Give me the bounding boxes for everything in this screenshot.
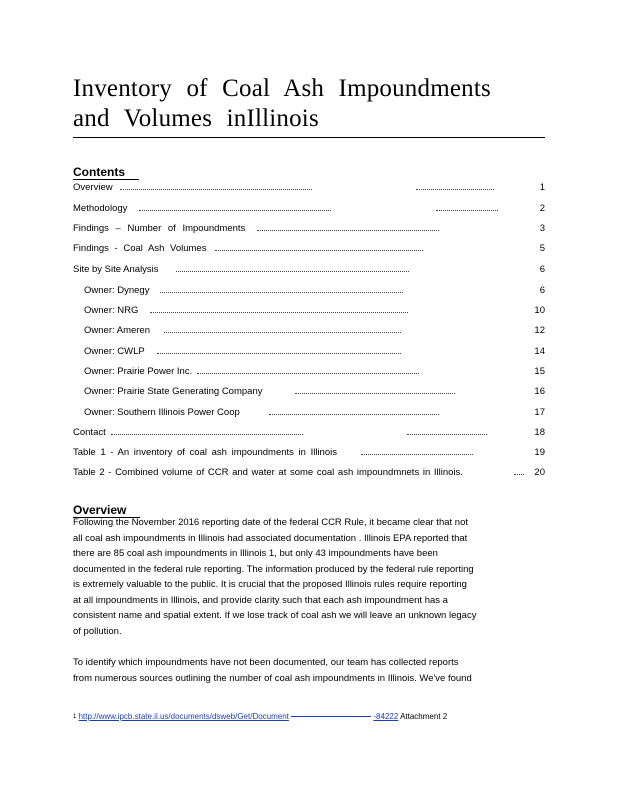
toc-label: Owner: Ameren [84, 325, 150, 336]
toc-leader [150, 312, 408, 313]
toc-label: Owner: CWLP [84, 346, 145, 357]
toc-page: 1 [539, 182, 545, 193]
toc-page: 5 [539, 243, 545, 254]
toc-page: 18 [534, 427, 545, 438]
methodology-intro-paragraph [73, 655, 541, 686]
toc-entry-table-1[interactable] [73, 446, 545, 460]
page-title [73, 74, 513, 134]
toc-label: Owner: NRG [84, 305, 139, 316]
overview-line: all coal ash impoundments in Illinois had associated documentation . Illinois EPA reported that [73, 532, 468, 544]
toc-leader [361, 454, 473, 455]
toc-entry-cwlp[interactable] [73, 345, 545, 359]
toc-label: Contact [73, 427, 106, 438]
toc-entry-contact[interactable] [73, 426, 545, 440]
toc-leader [215, 250, 423, 251]
toc-entry-ameren[interactable] [73, 324, 545, 338]
toc-entry-findings-number[interactable] [73, 222, 545, 236]
toc-leader [139, 210, 331, 211]
title-line-1: Inventory of Coal Ash Impoundments [73, 75, 491, 102]
toc-leader [176, 271, 409, 272]
overview-line: Following the November 2016 reporting date of the federal CCR Rule, it became clear that not [73, 517, 468, 528]
toc-page: 2 [539, 203, 545, 214]
toc-label: Owner: Prairie State Generating Company [84, 386, 263, 397]
toc-page: 15 [534, 366, 545, 377]
toc-page: 6 [539, 264, 545, 275]
toc-entry-overview[interactable] [73, 181, 545, 195]
footnote-link-underline [291, 716, 371, 717]
toc-leader [514, 474, 524, 475]
overview-line: consistent name and spatial extent. If we lose track of coal ash we will leave an unknown legacy [73, 610, 477, 621]
title-divider [73, 137, 545, 138]
overview-line: there are 85 coal ash impoundments in Illinois 1, but only 43 impoundments have been [73, 548, 438, 559]
toc-label: Findings - Coal Ash Volumes [73, 243, 207, 254]
toc-leader [197, 373, 419, 374]
toc-entry-methodology[interactable] [73, 202, 545, 216]
toc-label: Table 1 - An inventory of coal ash impoundments in Illinois [73, 447, 337, 458]
footnote-attachment: Attachment 2 [400, 712, 448, 721]
toc-label: Owner: Prairie Power Inc. [84, 366, 193, 377]
toc-label: Owner: Southern Illinois Power Coop [84, 407, 240, 418]
toc-entry-findings-volumes[interactable] [73, 242, 545, 256]
toc-leader [160, 292, 403, 293]
toc-page: 19 [534, 447, 545, 458]
overview-heading: Overview [73, 503, 140, 518]
toc-entry-nrg[interactable] [73, 304, 545, 318]
toc-entry-southern-illinois[interactable] [73, 406, 545, 420]
toc-label: Owner: Dynegy [84, 285, 150, 296]
toc-leader [407, 434, 487, 435]
title-line-2: and Volumes inIllinois [73, 105, 319, 132]
toc-page: 10 [534, 305, 545, 316]
toc-leader [295, 393, 455, 394]
toc-leader [120, 189, 312, 190]
paragraph-line: To identify which impoundments have not been documented, our team has collected reports [73, 657, 459, 668]
toc-entry-table-2[interactable] [73, 466, 545, 480]
toc-leader [111, 434, 303, 435]
overview-line: of pollution. [73, 625, 122, 637]
toc-page: 17 [534, 407, 545, 418]
overview-line: at all impoundments in Illinois, and provide clarity such that each ash impoundment has a [73, 594, 448, 606]
toc-leader [157, 353, 401, 354]
toc-page: 16 [534, 386, 545, 397]
footnote-link[interactable]: http://www.ipcb.state.il.us/documents/dsweb/Get/Document [78, 712, 289, 721]
toc-page: 6 [539, 285, 545, 296]
footnote-doc-number[interactable]: -84222 [373, 712, 399, 721]
toc-label: Methodology [73, 203, 128, 214]
overview-line: documented in the federal rule reporting. The information produced by the federal rule reporting [73, 563, 474, 575]
toc-label: Table 2 - Combined volume of CCR and water at some coal ash impoundmnets in Illinois. [73, 467, 463, 478]
overview-paragraph [73, 515, 541, 639]
toc-entry-prairie-state[interactable] [73, 385, 545, 399]
toc-label: Overview [73, 182, 113, 193]
overview-line: is extremely valuable to the public. It is crucial that the proposed Illinois rules require reporting [73, 579, 467, 590]
toc-leader [164, 332, 401, 333]
toc-label: Site by Site Analysis [73, 264, 159, 275]
contents-heading: Contents [73, 165, 139, 180]
toc-page: 20 [534, 467, 545, 478]
toc-leader [416, 189, 494, 190]
toc-entry-site-analysis[interactable] [73, 263, 545, 277]
toc-leader [269, 414, 439, 415]
toc-page: 14 [534, 346, 545, 357]
paragraph-line: from numerous sources outlining the number of coal ash impoundments in Illinois. We've found [73, 672, 472, 684]
footnote-marker: 1 [73, 714, 77, 720]
footnote [73, 711, 447, 723]
toc-page: 12 [534, 325, 545, 336]
toc-leader [257, 230, 439, 231]
toc-leader [436, 210, 498, 211]
toc-label: Findings – Number of Impoundments [73, 223, 246, 234]
toc-entry-prairie-power[interactable] [73, 365, 545, 379]
toc-page: 3 [539, 223, 545, 234]
toc-entry-dynegy[interactable] [73, 284, 545, 298]
